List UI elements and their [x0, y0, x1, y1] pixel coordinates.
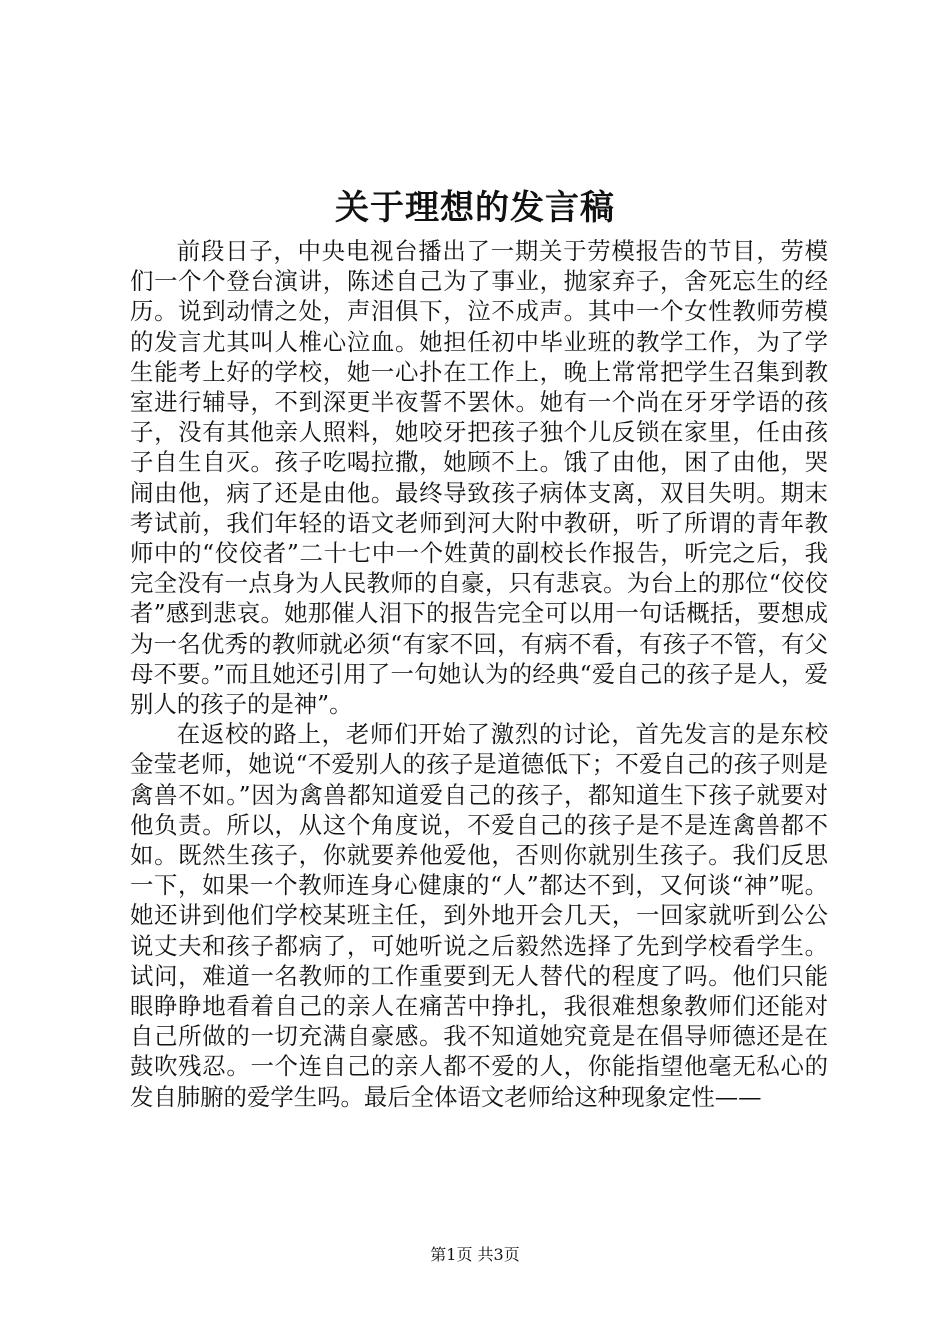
document-body [130, 236, 828, 1112]
paragraph: 在返校的路上，老师们开始了激烈的讨论，首先发言的是东校金莹老师，她说“不爱别人的孩子是道德低下；不爱自己的孩子则是禽兽不如。”因为禽兽都知道爱自己的孩子，都知道生下孩子就要对他负责。所以，从这个角度说，不爱自己的孩子是不是连禽兽都不如。既然生孩子，你就要养他爱他，否则你就别生孩子。我们反思一下，如果一个教师连身心健康的“人”都达不到，又何谈“神”呢。她还讲到他们学校某班主任，到外地开会几天，一回家就听到公公说丈夫和孩子都病了，可她听说之后毅然选择了先到学校看学生。试问，难道一名教师的工作重要到无人替代的程度了吗。他们只能眼睁睁地看着自己的亲人在痛苦中挣扎，我很难想象教师们还能对自己所做的一切充满自豪感。我不知道她究竟是在倡导师德还是在鼓吹残忍。一个连自己的亲人都不爱的人，你能指望他毫无私心的发自肺腑的爱学生吗。最后全体语文老师给这种现象定性—— [130, 720, 828, 1111]
page-number-footer: 第1页 共3页 [430, 1245, 520, 1264]
document-title: 关于理想的发言稿 [335, 188, 615, 228]
paragraph: 前段日子，中央电视台播出了一期关于劳模报告的节目，劳模们一个个登台演讲，陈述自己为了事业，抛家弃子，舍死忘生的经历。说到动情之处，声泪俱下，泣不成声。其中一个女性教师劳模的发言尤其叫人椎心泣血。她担任初中毕业班的教学工作，为了学生能考上好的学校，她一心扑在工作上，晚上常常把学生召集到教室进行辅导，不到深更半夜誓不罢休。她有一个尚在牙牙学语的孩子，没有其他亲人照料，她咬牙把孩子独个儿反锁在家里，任由孩子自生自灭。孩子吃喝拉撒，她顾不上。饿了由他，困了由他，哭闹由他，病了还是由他。最终导致孩子病体支离，双目失明。期末考试前，我们年轻的语文老师到河大附中教研，听了所谓的青年教师中的“佼佼者”二十七中一个姓黄的副校长作报告，听完之后，我完全没有一点身为人民教师的自豪，只有悲哀。为台上的那位“佼佼者”感到悲哀。她那催人泪下的报告完全可以用一句话概括，要想成为一名优秀的教师就必须“有家不回，有病不看，有孩子不管，有父母不要。”而且她还引用了一句她认为的经典“爱自己的孩子是人，爱别人的孩子的是神”。 [130, 237, 828, 719]
